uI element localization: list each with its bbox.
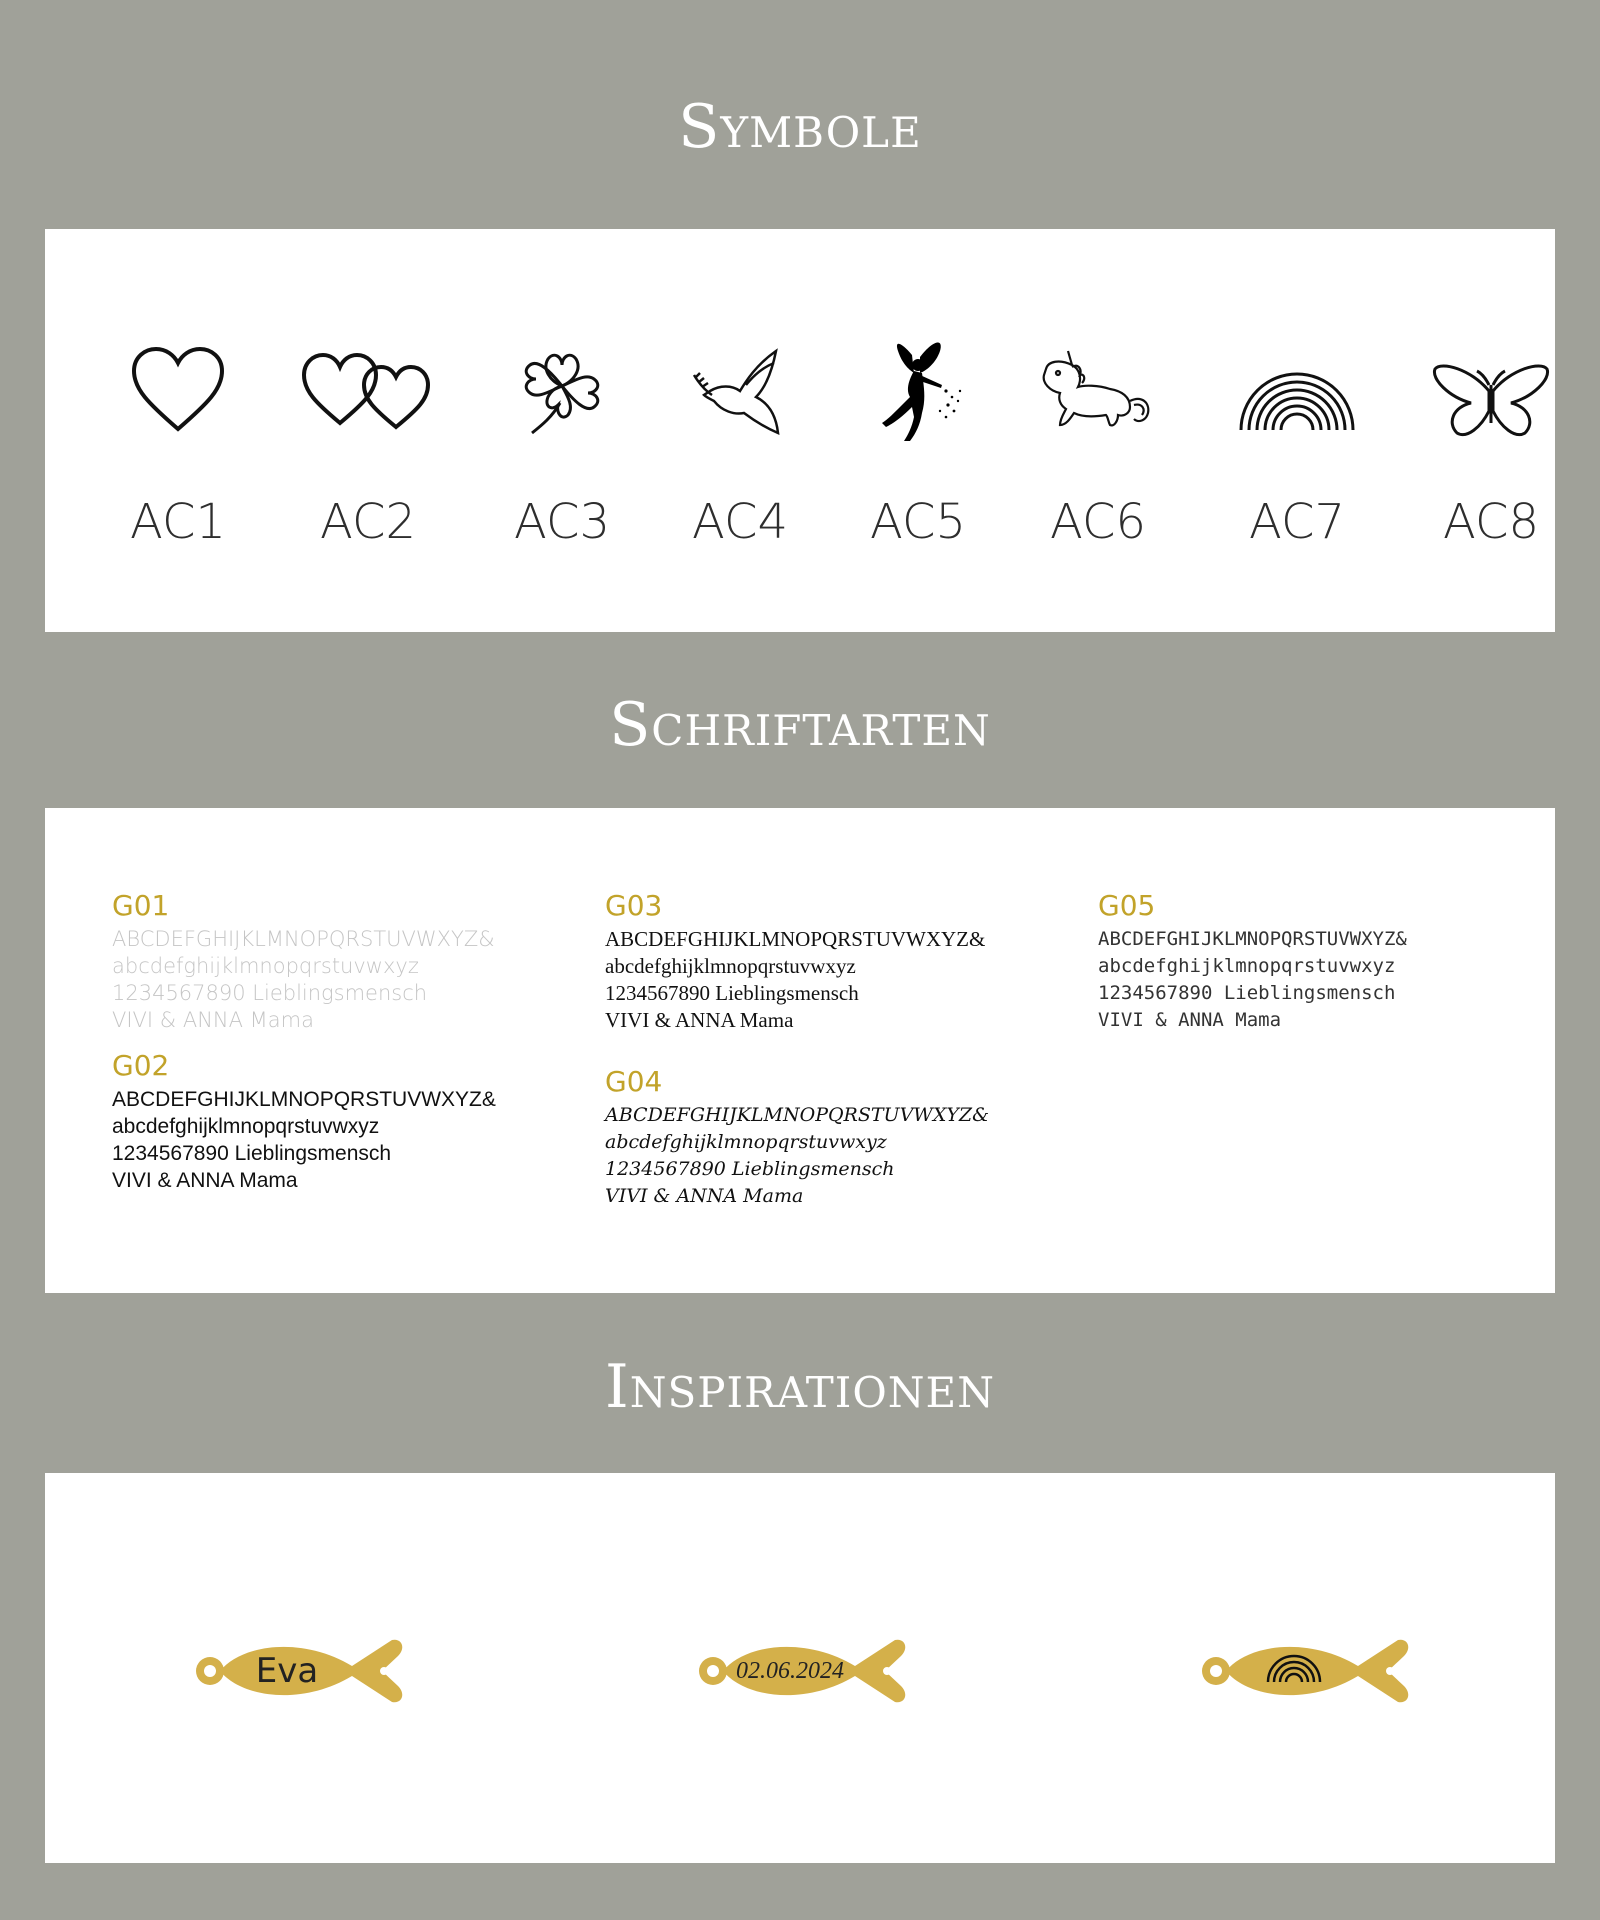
font-line: abcdefghijklmnopqrstuvwxyz	[112, 1115, 380, 1138]
fonts-panel	[45, 808, 1555, 1293]
font-line: abcdefghijklmnopqrstuvwxyz	[605, 1131, 887, 1153]
font-line: VIVI & ANNA Mama	[112, 1169, 298, 1192]
font-line: 1234567890 Lieblingsmensch	[112, 1142, 392, 1165]
symbol-ac1[interactable]	[88, 229, 268, 632]
font-sample-g03[interactable]	[605, 890, 985, 1034]
font-line: 1234567890 Lieblingsmensch	[112, 981, 428, 1005]
symbols-title: Symbole	[678, 92, 922, 162]
font-line: VIVI & ANNA Mama	[112, 1008, 314, 1032]
font-code: G04	[605, 1065, 663, 1098]
symbol-ac5[interactable]	[828, 229, 1008, 632]
font-sample-g02[interactable]	[112, 1050, 496, 1194]
font-code: G01	[112, 889, 170, 922]
font-code: G03	[605, 889, 663, 922]
font-line: 1234567890 Lieblingsmensch	[605, 981, 859, 1005]
double-heart-icon	[298, 341, 438, 441]
fonts-title: Schriftarten	[609, 690, 991, 760]
font-code: G05	[1098, 889, 1156, 922]
fish-charm-rainbow[interactable]	[1198, 1626, 1418, 1716]
font-sample-g05[interactable]	[1098, 890, 1407, 1034]
symbol-ac8[interactable]	[1401, 229, 1581, 632]
font-line: VIVI & ANNA Mama	[605, 1185, 804, 1207]
symbol-label: AC2	[319, 494, 417, 550]
fish-charm-icon	[1198, 1626, 1418, 1716]
symbol-label: AC4	[691, 494, 789, 550]
font-line: abcdefghijklmnopqrstuvwxyz	[1098, 955, 1396, 977]
unicorn-icon	[1038, 347, 1158, 437]
inspirations-title: Inspirationen	[605, 1352, 995, 1422]
dove-icon	[690, 341, 790, 441]
butterfly-icon	[1431, 361, 1551, 441]
font-sample-g04[interactable]	[605, 1066, 989, 1210]
symbol-ac7[interactable]	[1207, 229, 1387, 632]
fish-charm-text: Eva	[255, 1651, 319, 1691]
font-line: abcdefghijklmnopqrstuvwxyz	[605, 954, 856, 978]
symbol-ac2[interactable]	[278, 229, 458, 632]
font-line: ABCDEFGHIJKLMNOPQRSTUVWXYZ&	[112, 1088, 496, 1111]
font-line: 1234567890 Lieblingsmensch	[1098, 982, 1396, 1004]
inspirations-panel	[45, 1473, 1555, 1863]
font-code: G02	[112, 1049, 170, 1082]
font-line: 1234567890 Lieblingsmensch	[605, 1158, 895, 1180]
fish-charm-text: 02.06.2024	[736, 1658, 844, 1684]
font-line: abcdefghijklmnopqrstuvwxyz	[112, 954, 419, 978]
fish-charm-date[interactable]	[695, 1626, 915, 1716]
symbol-label: AC3	[513, 494, 611, 550]
symbol-ac6[interactable]	[1008, 229, 1188, 632]
heart-icon	[128, 341, 228, 441]
font-line: ABCDEFGHIJKLMNOPQRSTUVWXYZ&	[605, 1104, 989, 1126]
font-line: ABCDEFGHIJKLMNOPQRSTUVWXYZ&	[605, 927, 986, 951]
symbol-label: AC1	[129, 494, 227, 550]
symbol-label: AC8	[1442, 494, 1540, 550]
symbol-ac4[interactable]	[650, 229, 830, 632]
font-line: VIVI & ANNA Mama	[1098, 1009, 1282, 1031]
font-line: ABCDEFGHIJKLMNOPQRSTUVWXYZ&	[112, 927, 495, 951]
font-line: VIVI & ANNA Mama	[605, 1008, 794, 1032]
fairy-icon	[868, 335, 968, 445]
font-line: ABCDEFGHIJKLMNOPQRSTUVWXYZ&	[1098, 928, 1407, 950]
symbol-label: AC5	[869, 494, 967, 550]
font-sample-g01[interactable]	[112, 890, 495, 1034]
rainbow-icon	[1237, 364, 1357, 434]
symbols-panel	[45, 229, 1555, 632]
symbol-label: AC6	[1049, 494, 1147, 550]
symbol-ac3[interactable]	[472, 229, 652, 632]
four-leaf-clover-icon	[512, 341, 612, 441]
fish-charm-name[interactable]	[192, 1626, 412, 1716]
symbol-label: AC7	[1248, 494, 1346, 550]
